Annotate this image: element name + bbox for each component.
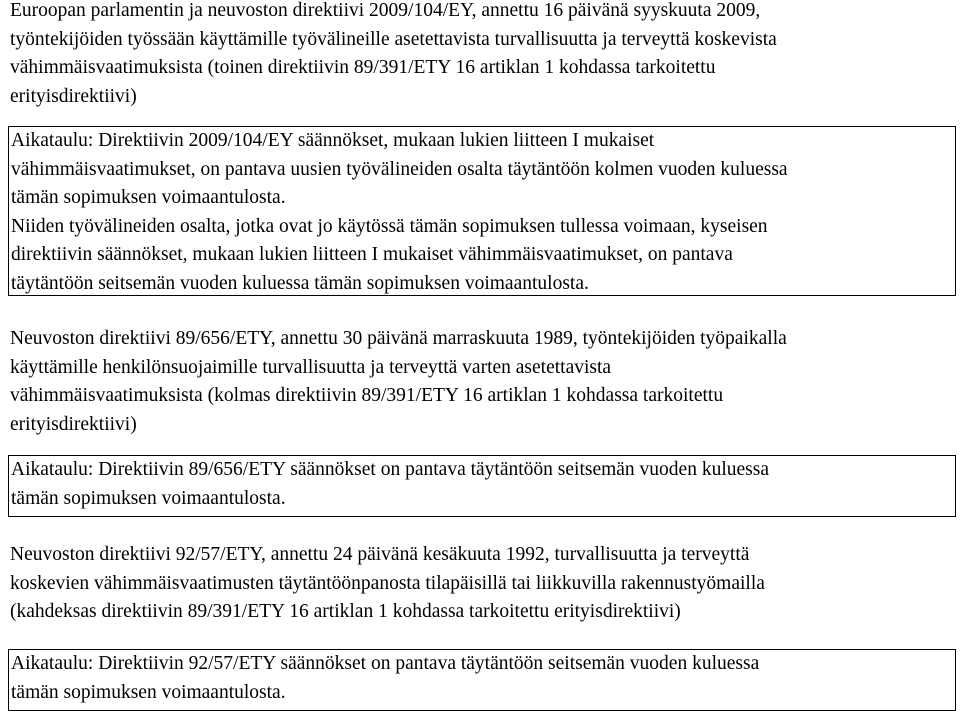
text-line: (kahdeksas direktiivin 89/391/ETY 16 artiklan 1 kohdassa tarkoitettu erityisdirektiivi) [10,601,681,622]
text-line: tämän sopimuksen voimaantulosta. [11,187,286,208]
text-line: Neuvoston direktiivi 92/57/ETY, annettu 24 päivänä kesäkuuta 1992, turvallisuutta ja terveyttä [10,544,750,565]
text-line: käyttämille henkilönsuojaimille turvallisuutta ja terveyttä varten asetettavista [10,356,612,378]
text-line: erityisdirektiivi) [10,85,137,107]
text-line: koskevien vähimmäisvaatimusten täytäntöönpanosta tilapäisillä tai liikkuvilla rakennustyömailla [10,572,765,594]
text-line: täytäntöön seitsemän vuoden kuluessa tämän sopimuksen voimaantulosta. [11,272,589,294]
text-line: vähimmäisvaatimuksista (toinen direktiivin 89/391/ETY 16 artiklan 1 kohdassa tarkoitettu [10,57,716,78]
directive-3-schedule-box [8,649,956,711]
text-line: työntekijöiden työssään käyttämille työvälineille asetettavista turvallisuutta ja terveyttä koskevista [10,28,777,50]
text-line: Euroopan parlamentin ja neuvoston direktiivi 2009/104/EY, annettu 16 päivänä syyskuuta 2009, [10,0,761,21]
text-line: tämän sopimuksen voimaantulosta. [11,681,286,703]
directive-1-title [10,0,777,111]
directive-2-title [10,325,787,439]
text-line: Neuvoston direktiivi 89/656/ETY, annettu 30 päivänä marraskuuta 1989, työntekijöiden työpaikalla [10,328,787,349]
text-line: Aikataulu: Direktiivin 89/656/ETY säännökset on pantava täytäntöön seitsemän vuoden kuluessa [11,459,769,480]
text-line: Niiden työvälineiden osalta, jotka ovat jo käytössä tämän sopimuksen tullessa voimaan, kyseisen [11,215,768,237]
directive-1-schedule-box [8,126,956,296]
directive-2-schedule-box [8,455,956,517]
text-line: Aikataulu: Direktiivin 92/57/ETY säännökset on pantava täytäntöön seitsemän vuoden kuluessa [11,653,760,674]
text-line: vähimmäisvaatimuksista (kolmas direktiivin 89/391/ETY 16 artiklan 1 kohdassa tarkoitettu [10,385,724,406]
text-line: erityisdirektiivi) [10,413,137,435]
text-line: vähimmäisvaatimukset, on pantava uusien työvälineiden osalta täytäntöön kolmen vuoden kuluessa [11,158,788,180]
text-line: direktiivin säännökset, mukaan lukien liitteen I mukaiset vähimmäisvaatimukset, on pantava [11,244,733,265]
directive-3-title [10,541,765,627]
text-line: Aikataulu: Direktiivin 2009/104/EY säännökset, mukaan lukien liitteen I mukaiset [11,130,655,151]
text-line: tämän sopimuksen voimaantulosta. [11,487,286,509]
